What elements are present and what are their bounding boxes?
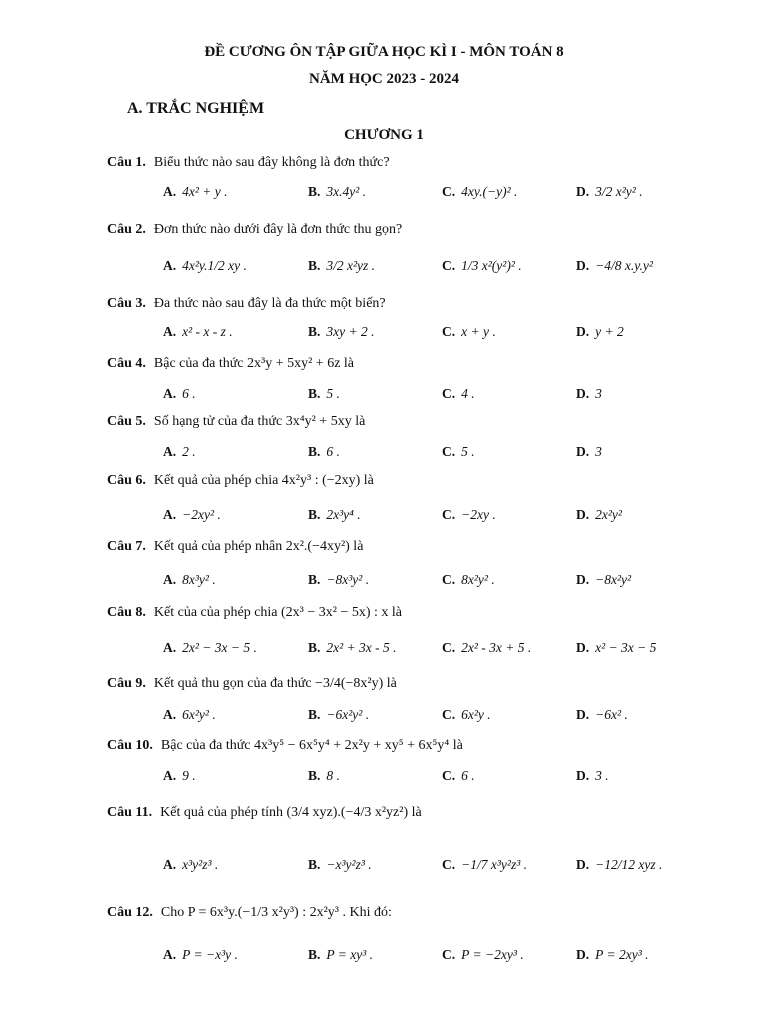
option-b[interactable] [308, 768, 340, 784]
question-11 [107, 805, 747, 821]
question-text: Bậc của đa thức 2x³y + 5xy² + 6z là [153, 356, 355, 371]
option-c[interactable] [442, 386, 475, 402]
answer-options [0, 324, 768, 354]
option-text: 9 . [182, 768, 196, 783]
option-text: 3 [595, 386, 602, 401]
option-text: 4x²y.1/2 xy . [182, 258, 247, 273]
option-c[interactable] [442, 572, 495, 588]
option-letter: D. [576, 640, 590, 655]
question-4 [107, 356, 747, 372]
option-text: 2x² − 3x − 5 . [182, 640, 257, 655]
option-letter: A. [163, 386, 177, 401]
option-text: −2xy . [461, 507, 496, 522]
chapter-heading: CHƯƠNG 1 [344, 127, 424, 143]
option-c[interactable] [442, 947, 524, 963]
option-a[interactable] [163, 768, 196, 784]
option-d[interactable] [576, 386, 602, 402]
option-letter: D. [576, 768, 590, 783]
option-letter: A. [163, 507, 177, 522]
question-label: Câu 5. [107, 414, 146, 429]
option-letter: C. [442, 184, 456, 199]
option-a[interactable] [163, 507, 221, 523]
option-text: 5 . [461, 444, 475, 459]
question-text: Kết quả thu gọn của đa thức −3/4(−8x²y) là [153, 676, 397, 691]
option-b[interactable] [308, 184, 366, 200]
option-text: 3 . [595, 768, 609, 783]
question-text: Đơn thức nào dưới đây là đơn thức thu gọn? [153, 222, 403, 237]
question-label: Câu 12. [107, 905, 153, 920]
option-letter: D. [576, 507, 590, 522]
option-letter: B. [308, 184, 321, 199]
option-letter: C. [442, 444, 456, 459]
option-text: 6 . [326, 444, 340, 459]
option-text: x² - x - z . [182, 324, 233, 339]
option-a[interactable] [163, 857, 218, 873]
option-text: 8x²y² . [461, 572, 495, 587]
question-label: Câu 10. [107, 738, 153, 753]
option-letter: D. [576, 444, 590, 459]
option-text: P = −2xy³ . [461, 947, 524, 962]
question-label: Câu 6. [107, 473, 146, 488]
option-d[interactable] [576, 572, 631, 588]
question-6 [107, 473, 747, 489]
answer-options [0, 572, 768, 602]
option-text: −x³y²z³ . [326, 857, 372, 872]
option-text: x + y . [461, 324, 496, 339]
option-text: −4/8 x.y.y² [595, 258, 653, 273]
option-letter: D. [576, 707, 590, 722]
option-letter: A. [163, 857, 177, 872]
option-text: 2x² + 3x - 5 . [326, 640, 397, 655]
option-text: −8x³y² . [326, 572, 370, 587]
option-letter: D. [576, 324, 590, 339]
question-text: Kết quả của phép chia 4x²y³ : (−2xy) là [153, 473, 374, 488]
option-text: 6 . [182, 386, 196, 401]
option-letter: B. [308, 768, 321, 783]
option-b[interactable] [308, 386, 340, 402]
option-a[interactable] [163, 184, 228, 200]
option-c[interactable] [442, 184, 517, 200]
option-c[interactable] [442, 444, 475, 460]
answer-options [0, 444, 768, 474]
option-d[interactable] [576, 768, 609, 784]
option-c[interactable] [442, 707, 491, 723]
option-text: 2x³y⁴ . [326, 507, 361, 522]
option-letter: C. [442, 386, 456, 401]
option-text: 8 . [326, 768, 340, 783]
option-letter: A. [163, 640, 177, 655]
option-letter: A. [163, 324, 177, 339]
option-b[interactable] [308, 707, 369, 723]
option-text: 6 . [461, 768, 475, 783]
option-d[interactable] [576, 444, 602, 460]
question-3 [107, 296, 747, 312]
question-label: Câu 1. [107, 155, 146, 170]
option-d[interactable] [576, 184, 643, 200]
option-d[interactable] [576, 947, 649, 963]
option-letter: C. [442, 857, 456, 872]
option-letter: C. [442, 258, 456, 273]
option-c[interactable] [442, 324, 496, 340]
option-letter: C. [442, 768, 456, 783]
option-text: −6x²y² . [326, 707, 370, 722]
question-text: Biểu thức nào sau đây không là đơn thức? [153, 155, 390, 170]
option-letter: B. [308, 707, 321, 722]
answer-options [0, 640, 768, 670]
option-text: 4xy.(−y)² . [461, 184, 518, 199]
option-letter: A. [163, 707, 177, 722]
question-2 [107, 222, 747, 238]
option-a[interactable] [163, 444, 196, 460]
option-b[interactable] [308, 857, 372, 873]
option-letter: B. [308, 386, 321, 401]
answer-options [0, 707, 768, 737]
option-text: P = xy³ . [326, 947, 374, 962]
question-label: Câu 4. [107, 356, 146, 371]
option-b[interactable] [308, 947, 373, 963]
question-5 [107, 414, 747, 430]
question-text: Kết quả của phép nhân 2x².(−4xy²) là [153, 539, 364, 554]
option-letter: C. [442, 707, 456, 722]
option-letter: C. [442, 572, 456, 587]
answer-options [0, 507, 768, 537]
option-text: 2x²y² [595, 507, 622, 522]
option-text: P = 2xy³ . [595, 947, 649, 962]
answer-options [0, 386, 768, 416]
option-c[interactable] [442, 768, 475, 784]
option-d[interactable] [576, 857, 662, 873]
option-letter: C. [442, 324, 456, 339]
option-letter: A. [163, 444, 177, 459]
option-letter: D. [576, 258, 590, 273]
option-text: 8x³y² . [182, 572, 216, 587]
option-text: 2 . [182, 444, 196, 459]
answer-options [0, 184, 768, 214]
option-d[interactable] [576, 640, 656, 656]
option-letter: C. [442, 507, 456, 522]
option-d[interactable] [576, 324, 624, 340]
option-letter: D. [576, 572, 590, 587]
option-b[interactable] [308, 444, 340, 460]
answer-options [0, 947, 768, 977]
option-c[interactable] [442, 857, 527, 873]
question-label: Câu 7. [107, 539, 146, 554]
option-letter: A. [163, 258, 177, 273]
option-text: 5 . [326, 386, 340, 401]
option-c[interactable] [442, 640, 531, 656]
question-1 [107, 155, 747, 171]
option-letter: B. [308, 640, 321, 655]
option-letter: D. [576, 857, 590, 872]
option-text: 3/2 x²y² . [595, 184, 643, 199]
option-text: −1/7 x³y²z³ . [461, 857, 527, 872]
question-text: Kết của của phép chia (2x³ − 3x² − 5x) : x là [153, 605, 403, 620]
question-8 [107, 605, 747, 621]
option-b[interactable] [308, 507, 361, 523]
option-b[interactable] [308, 258, 375, 274]
option-c[interactable] [442, 258, 522, 274]
question-label: Câu 9. [107, 676, 146, 691]
option-text: x³y²z³ . [182, 857, 219, 872]
question-text: Số hạng tử của đa thức 3x⁴y² + 5xy là [153, 414, 366, 429]
option-letter: D. [576, 184, 590, 199]
section-heading: A. TRẮC NGHIỆM [127, 100, 265, 117]
option-a[interactable] [163, 258, 247, 274]
question-10 [107, 738, 747, 754]
option-letter: A. [163, 768, 177, 783]
option-letter: D. [576, 386, 590, 401]
option-text: 4x² + y . [182, 184, 228, 199]
option-a[interactable] [163, 324, 233, 340]
option-text: −12/12 xyz . [595, 857, 663, 872]
option-letter: D. [576, 947, 590, 962]
option-text: P = −x³y . [182, 947, 238, 962]
option-a[interactable] [163, 386, 196, 402]
option-text: −6x² . [595, 707, 628, 722]
option-letter: B. [308, 857, 321, 872]
school-year: NĂM HỌC 2023 - 2024 [309, 71, 459, 87]
option-text: 6x²y² . [182, 707, 216, 722]
answer-options [0, 857, 768, 887]
option-text: 4 . [461, 386, 475, 401]
option-letter: B. [308, 947, 321, 962]
option-a[interactable] [163, 572, 216, 588]
option-a[interactable] [163, 947, 238, 963]
option-b[interactable] [308, 324, 374, 340]
question-text: Cho P = 6x³y.(−1/3 x²y³) : 2x²y³ . Khi đó: [160, 905, 392, 920]
question-label: Câu 8. [107, 605, 146, 620]
question-text: Đa thức nào sau đây là đa thức một biến? [153, 296, 386, 311]
option-letter: A. [163, 947, 177, 962]
document-title: ĐỀ CƯƠNG ÔN TẬP GIỮA HỌC KÌ I - MÔN TOÁN 8 [204, 44, 564, 60]
option-text: −2xy² . [182, 507, 221, 522]
option-a[interactable] [163, 707, 216, 723]
option-text: x² − 3x − 5 [595, 640, 657, 655]
option-text: 3 [595, 444, 602, 459]
option-text: 6x²y . [461, 707, 491, 722]
option-a[interactable] [163, 640, 257, 656]
question-9 [107, 676, 747, 692]
option-text: 3/2 x²yz . [326, 258, 376, 273]
option-d[interactable] [576, 258, 653, 274]
answer-options [0, 258, 768, 288]
option-letter: B. [308, 258, 321, 273]
option-text: 3xy + 2 . [326, 324, 375, 339]
option-letter: A. [163, 572, 177, 587]
question-text: Bậc của đa thức 4x³y⁵ − 6x⁵y⁴ + 2x²y + xy⁵ + 6x⁵y⁴ là [160, 738, 463, 753]
option-d[interactable] [576, 707, 628, 723]
option-c[interactable] [442, 507, 496, 523]
question-text: Kết quả của phép tính (3/4 xyz).(−4/3 x²yz²) là [160, 805, 422, 820]
option-text: −8x²y² [595, 572, 632, 587]
option-d[interactable] [576, 507, 622, 523]
option-letter: B. [308, 324, 321, 339]
option-letter: C. [442, 640, 456, 655]
option-b[interactable] [308, 640, 397, 656]
question-label: Câu 11. [107, 805, 153, 820]
option-text: 2x² - 3x + 5 . [461, 640, 532, 655]
option-letter: A. [163, 184, 177, 199]
answer-options [0, 768, 768, 798]
question-label: Câu 3. [107, 296, 146, 311]
question-7 [107, 539, 747, 555]
option-letter: B. [308, 444, 321, 459]
option-letter: B. [308, 507, 321, 522]
option-text: 3x.4y² . [326, 184, 367, 199]
question-12 [107, 905, 747, 921]
option-letter: B. [308, 572, 321, 587]
option-b[interactable] [308, 572, 369, 588]
option-letter: C. [442, 947, 456, 962]
question-label: Câu 2. [107, 222, 146, 237]
option-text: y + 2 [595, 324, 624, 339]
option-text: 1/3 x²(y²)² . [461, 258, 522, 273]
